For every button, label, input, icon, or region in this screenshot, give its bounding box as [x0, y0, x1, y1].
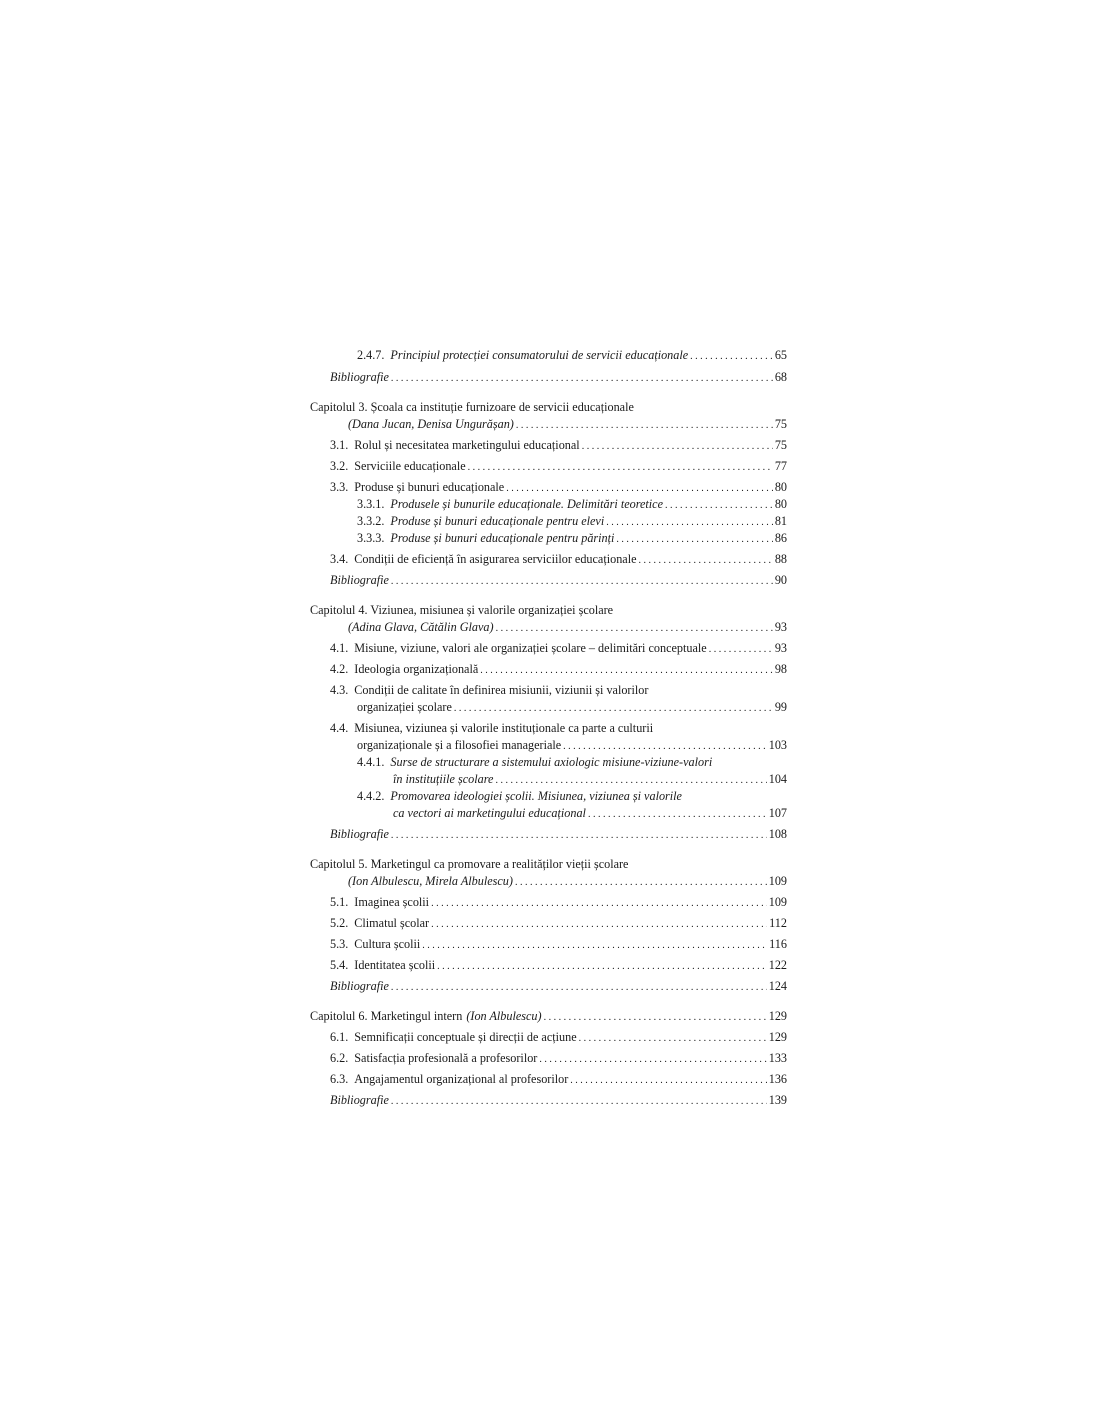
section-number: 4.4.2.	[357, 789, 385, 803]
toc-entry-3-3-2[interactable]	[310, 514, 787, 531]
page-number: 112	[769, 916, 787, 930]
section-title: Satisfacția profesională a profesorilor	[354, 1051, 538, 1065]
section-number: 5.2.	[330, 916, 349, 930]
section-title: Misiunea, viziunea și valorile instituționale ca parte a culturii	[354, 721, 654, 735]
page-number: 108	[768, 827, 787, 841]
section-title: Imaginea școlii	[354, 895, 430, 909]
page-number: 99	[774, 700, 787, 714]
section-number: 5.3.	[330, 937, 349, 951]
section-number: 4.4.	[330, 721, 349, 735]
page-number: 86	[774, 531, 787, 545]
page-number: 75	[774, 417, 787, 431]
toc-entry-4-1[interactable]	[310, 641, 787, 658]
page-number: 109	[768, 895, 787, 909]
toc-entry-4-4-2[interactable]	[310, 789, 787, 806]
page-number: 103	[768, 738, 787, 752]
dot-leader	[515, 875, 767, 890]
chapter-title: Capitolul 6. Marketingul intern	[310, 1009, 463, 1023]
dot-leader	[639, 553, 773, 568]
section-number: 3.1.	[330, 438, 349, 452]
chapter-authors: (Dana Jucan, Denisa Ungurășan)	[348, 417, 514, 431]
toc-entry-5-3[interactable]	[310, 937, 787, 954]
section-title: Bibliografie	[330, 1093, 389, 1107]
dot-leader	[437, 959, 767, 974]
section-title: Identitatea școlii	[354, 958, 436, 972]
page-number: 75	[774, 438, 787, 452]
toc-entry-4-4-1[interactable]	[310, 755, 787, 772]
chapter-authors: (Ion Albulescu, Mirela Albulescu)	[348, 874, 513, 888]
dot-leader	[539, 1052, 766, 1067]
dot-leader	[431, 917, 767, 932]
section-number: 2.4.7.	[357, 348, 385, 362]
section-number: 3.3.3.	[357, 531, 385, 545]
section-title: Bibliografie	[330, 573, 389, 587]
page-number: 80	[774, 480, 787, 494]
chapter-heading-4[interactable]	[310, 603, 787, 620]
chapter-title: Capitolul 5. Marketingul ca promovare a realităților vieții școlare	[310, 857, 629, 871]
dot-leader	[391, 980, 767, 995]
section-title: Serviciile educaționale	[354, 459, 466, 473]
toc-entry-3-3[interactable]	[310, 480, 787, 497]
section-number: 5.4.	[330, 958, 349, 972]
chapter-heading-3[interactable]	[310, 400, 787, 417]
toc-entry-4-2[interactable]	[310, 662, 787, 679]
page-number: 139	[768, 1093, 787, 1107]
section-title: Produse și bunuri educaționale pentru elevi	[390, 514, 605, 528]
dot-leader	[468, 460, 773, 475]
toc-entry-3-4[interactable]	[310, 552, 787, 569]
section-number: 3.2.	[330, 459, 349, 473]
page-number: 93	[774, 620, 787, 634]
dot-leader	[582, 439, 773, 454]
dot-leader	[431, 896, 767, 911]
chapter-heading-5[interactable]	[310, 857, 787, 874]
chapter-title: Capitolul 3. Școala ca instituție furnizoare de servicii educaționale	[310, 400, 634, 414]
dot-leader	[544, 1010, 767, 1025]
toc-entry-3-3-3[interactable]	[310, 531, 787, 548]
section-title: Produsele și bunurile educaționale. Delimitări teoretice	[390, 497, 664, 511]
dot-leader	[579, 1031, 767, 1046]
section-title: Produse și bunuri educaționale	[354, 480, 505, 494]
dot-leader	[665, 498, 773, 513]
section-title: Produse și bunuri educaționale pentru părinți	[390, 531, 615, 545]
page-number: 124	[768, 979, 787, 993]
page-number: 98	[774, 662, 787, 676]
section-title: Misiune, viziune, valori ale organizației școlare – delimitări conceptuale	[354, 641, 707, 655]
dot-leader	[454, 701, 773, 716]
section-number: 3.3.	[330, 480, 349, 494]
dot-leader	[588, 807, 767, 822]
section-number: 3.3.1.	[357, 497, 385, 511]
dot-leader	[563, 739, 767, 754]
section-number: 4.1.	[330, 641, 349, 655]
section-title: Ideologia organizațională	[354, 662, 479, 676]
toc-entry-3-3-1[interactable]	[310, 497, 787, 514]
section-title: Rolul și necesitatea marketingului educațional	[354, 438, 580, 452]
section-number: 6.1.	[330, 1030, 349, 1044]
dot-leader	[506, 481, 773, 496]
section-number: 3.4.	[330, 552, 349, 566]
table-of-contents	[310, 348, 787, 1110]
chapter-authors: (Ion Albulescu)	[466, 1009, 542, 1023]
dot-leader	[391, 371, 773, 386]
toc-entry-4-4-2-continued[interactable]	[310, 806, 787, 823]
chapter-authors-5[interactable]	[310, 874, 787, 891]
page-number: 136	[768, 1072, 787, 1086]
section-number: 6.3.	[330, 1072, 349, 1086]
section-title: Promovarea ideologiei școlii. Misiunea, viziunea și valorile	[390, 789, 682, 803]
chapter-heading-6[interactable]	[310, 1009, 787, 1026]
page-number: 122	[768, 958, 787, 972]
dot-leader	[690, 349, 773, 364]
section-number: 4.3.	[330, 683, 349, 697]
page-number: 93	[774, 641, 787, 655]
dot-leader	[616, 532, 772, 547]
dot-leader	[495, 773, 766, 788]
chapter-authors-3[interactable]	[310, 417, 787, 434]
dot-leader	[709, 642, 773, 657]
dot-leader	[606, 515, 773, 530]
toc-entry-bibliografie[interactable]	[310, 827, 787, 844]
toc-entry-5-2[interactable]	[310, 916, 787, 933]
dot-leader	[570, 1073, 766, 1088]
dot-leader	[391, 574, 773, 589]
toc-entry-bibliografie[interactable]	[310, 979, 787, 996]
section-title: Semnificații conceptuale și direcții de acțiune	[354, 1030, 577, 1044]
section-number: 3.3.2.	[357, 514, 385, 528]
section-number: 4.2.	[330, 662, 349, 676]
toc-entry-6-2[interactable]	[310, 1051, 787, 1068]
dot-leader	[391, 1094, 767, 1109]
page-number: 80	[774, 497, 787, 511]
section-title: Bibliografie	[330, 370, 389, 384]
page-number: 116	[769, 937, 787, 951]
toc-entry-5-1[interactable]	[310, 895, 787, 912]
dot-leader	[496, 621, 773, 636]
section-title: ca vectori ai marketingului educațional	[393, 806, 586, 820]
section-title: Climatul școlar	[354, 916, 430, 930]
toc-entry-4-3[interactable]	[310, 683, 787, 700]
chapter-authors-4[interactable]	[310, 620, 787, 637]
toc-entry-5-4[interactable]	[310, 958, 787, 975]
toc-entry-4-4[interactable]	[310, 721, 787, 738]
page-number: 109	[768, 874, 787, 888]
toc-entry-3-1[interactable]	[310, 438, 787, 455]
section-number: 5.1.	[330, 895, 349, 909]
page-number: 129	[768, 1009, 787, 1023]
section-title: Condiții de eficiență în asigurarea serviciilor educaționale	[354, 552, 637, 566]
dot-leader	[480, 663, 773, 678]
section-title: Angajamentul organizațional al profesorilor	[354, 1072, 569, 1086]
dot-leader	[391, 828, 767, 843]
page-number: 107	[768, 806, 787, 820]
toc-entry-6-1[interactable]	[310, 1030, 787, 1047]
page-number: 90	[774, 573, 787, 587]
section-title: Bibliografie	[330, 827, 389, 841]
section-title: organizaționale și a filosofiei manageriale	[357, 738, 562, 752]
page-number: 65	[774, 348, 787, 362]
dot-leader	[422, 938, 767, 953]
chapter-title: Capitolul 4. Viziunea, misiunea și valorile organizației școlare	[310, 603, 614, 617]
section-title: organizației școlare	[357, 700, 452, 714]
section-title: Bibliografie	[330, 979, 389, 993]
page-number: 81	[774, 514, 787, 528]
toc-entry-bibliografie[interactable]	[310, 370, 787, 387]
page-number: 88	[774, 552, 787, 566]
page-number: 68	[774, 370, 787, 384]
chapter-authors: (Adina Glava, Cătălin Glava)	[348, 620, 494, 634]
section-number: 4.4.1.	[357, 755, 385, 769]
section-title: Surse de structurare a sistemului axiologic misiune-viziune-valori	[390, 755, 713, 769]
section-number: 6.2.	[330, 1051, 349, 1065]
toc-entry-6-3[interactable]	[310, 1072, 787, 1089]
section-title: în instituțiile școlare	[393, 772, 494, 786]
toc-entry-4-4-continued[interactable]	[310, 738, 787, 755]
toc-entry-3-2[interactable]	[310, 459, 787, 476]
page-number: 129	[768, 1030, 787, 1044]
dot-leader	[516, 418, 773, 433]
page-number: 104	[768, 772, 787, 786]
toc-entry-4-4-1-continued[interactable]	[310, 772, 787, 789]
page-number: 133	[768, 1051, 787, 1065]
section-title: Principiul protecției consumatorului de servicii educaționale	[390, 348, 689, 362]
toc-entry-bibliografie[interactable]	[310, 1093, 787, 1110]
toc-entry-4-3-continued[interactable]	[310, 700, 787, 717]
section-title: Cultura școlii	[354, 937, 421, 951]
toc-entry-bibliografie[interactable]	[310, 573, 787, 590]
section-title: Condiții de calitate în definirea misiunii, viziunii și valorilor	[354, 683, 649, 697]
page-number: 77	[774, 459, 787, 473]
toc-entry-2-4-7[interactable]	[310, 348, 787, 366]
